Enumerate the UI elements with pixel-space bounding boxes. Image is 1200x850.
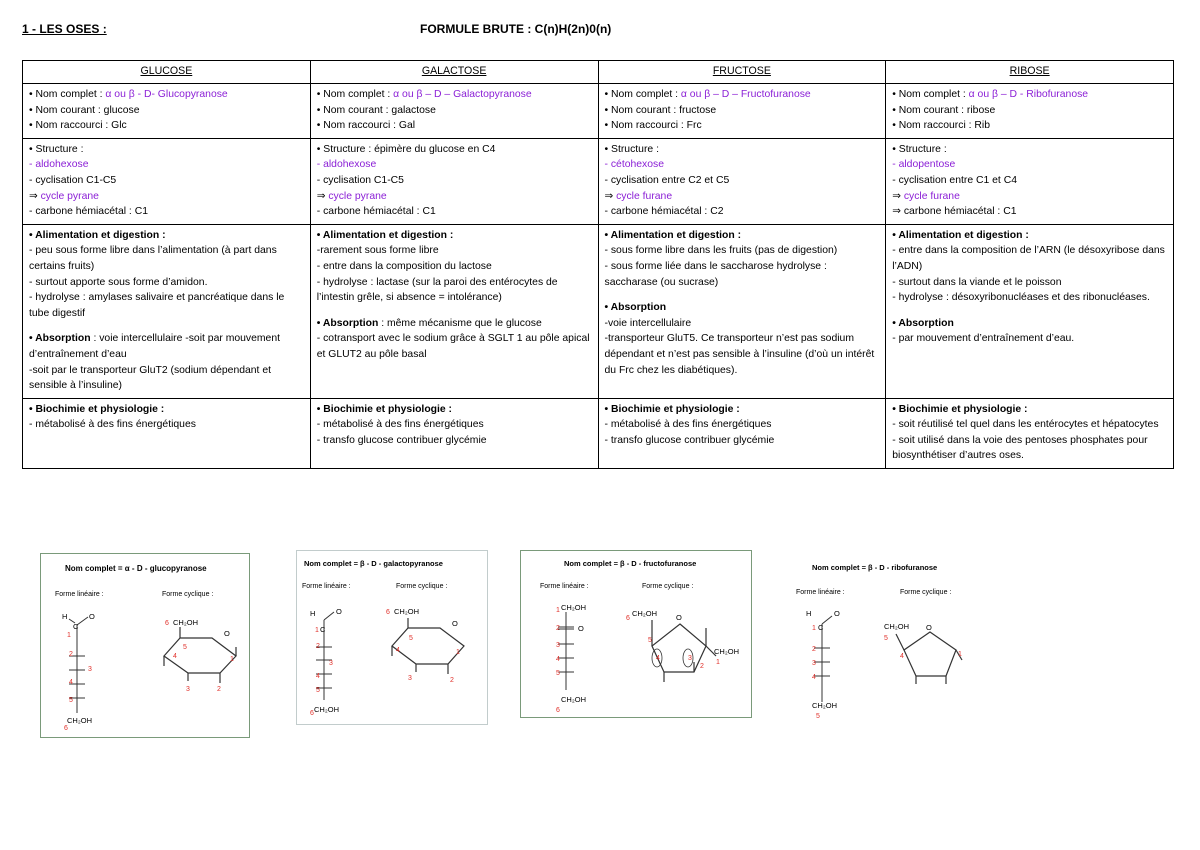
c-atom: C	[73, 622, 79, 631]
header-row	[23, 61, 1174, 84]
structure-label: • Structure :	[892, 143, 947, 155]
svg-text:1: 1	[67, 632, 71, 639]
svg-text:1: 1	[456, 649, 460, 656]
cycle	[605, 189, 880, 205]
ribofuranose-figure	[772, 552, 1000, 722]
nom-complet	[605, 87, 880, 103]
h-atom: H	[62, 612, 68, 621]
cycle-name: cycle pyrane	[328, 190, 387, 202]
svg-text:6: 6	[626, 615, 630, 622]
cycle	[29, 189, 304, 205]
svg-text:2: 2	[556, 625, 560, 632]
nom-courant: • Nom courant : glucose	[29, 104, 140, 116]
svg-text:5: 5	[648, 637, 652, 644]
cyclic-label: Forme cyclique :	[642, 583, 694, 590]
biochimie-line: - soit réutilisé tel quel dans les entérocytes et hépatocytes	[892, 419, 1159, 431]
col-header-galactose: GALACTOSE	[310, 61, 598, 84]
svg-text:2: 2	[700, 663, 704, 670]
svg-text:4: 4	[396, 647, 400, 654]
svg-text:6: 6	[310, 710, 314, 717]
structure-cell	[598, 138, 886, 224]
spacer	[29, 321, 304, 331]
linear-label: Forme linéaire :	[302, 583, 351, 590]
o-atom: O	[336, 607, 342, 616]
cycle-arrow: ⇒	[29, 190, 41, 202]
alimentation-line: - hydrolyse : amylases salivaire et pancréatique dans le tube digestif	[29, 292, 285, 319]
galactopyranose-svg	[296, 550, 488, 725]
svg-text:1: 1	[812, 625, 816, 632]
figure-title: Nom complet = β - D - ribofuranose	[812, 563, 938, 572]
nom-row	[23, 84, 1174, 139]
svg-text:5: 5	[316, 687, 320, 694]
nom-cell	[310, 84, 598, 139]
nom-complet-label: • Nom complet :	[892, 89, 969, 100]
svg-text:4: 4	[656, 655, 660, 662]
glucopyranose-svg	[40, 553, 250, 738]
linear-label: Forme linéaire :	[540, 583, 589, 590]
nom-raccourci: • Nom raccourci : Rib	[892, 120, 991, 132]
cycle-arrow: ⇒	[316, 190, 329, 202]
alimentation-cell	[886, 224, 1174, 398]
cyclic-label: Forme cyclique :	[162, 591, 214, 598]
cyclisation: - cyclisation entre C2 et C5	[604, 174, 730, 186]
alimentation-line: -rarement sous forme libre	[316, 245, 439, 257]
cyclisation: - cyclisation C1-C5	[29, 174, 117, 186]
fructofuranose-figure	[520, 550, 752, 718]
spacer	[892, 306, 1167, 316]
svg-text:3: 3	[812, 660, 816, 667]
nom-complet-value: α ou β – D – Fructofuranose	[680, 89, 811, 100]
col-header-ribose: RIBOSE	[886, 61, 1174, 84]
structure-cell	[23, 138, 311, 224]
ring-o: O	[926, 623, 932, 632]
oses-table	[22, 60, 1174, 469]
h-atom: H	[310, 609, 316, 618]
biochimie-cell	[310, 398, 598, 468]
structure-row	[23, 138, 1174, 224]
absorption-line: -transporteur GluT5. Ce transporteur n’est pas sodium dépendant et n’est pas sensible à l’insuline (d’où un intérêt du Frc chez les diabétiques).	[604, 333, 875, 376]
nom-complet	[317, 87, 592, 103]
svg-text:3: 3	[186, 686, 190, 693]
nom-complet	[892, 87, 1167, 103]
ring-ch2oh-right: CH₂OH	[714, 647, 739, 656]
absorption-line: -soit par le transporteur GluT2 (sodium dépendant et sensible à l’insuline)	[29, 364, 271, 392]
svg-text:5: 5	[409, 635, 413, 642]
ribofuranose-svg	[772, 552, 1000, 722]
biochimie-cell	[598, 398, 886, 468]
linear-label: Forme linéaire :	[796, 589, 845, 596]
alimentation-line: - entre dans la composition du lactose	[316, 260, 492, 272]
nom-complet-value: α ou β – D - Ribofuranose	[968, 89, 1089, 100]
structure-type: - aldohexose	[29, 159, 89, 171]
cycle-arrow: ⇒	[604, 190, 617, 202]
ch2oh-group: CH₂OH	[67, 716, 92, 725]
absorption-line: - par mouvement d’entraînement d’eau.	[892, 333, 1075, 345]
structure-cell	[886, 138, 1174, 224]
svg-text:5: 5	[816, 713, 820, 720]
svg-text:4: 4	[812, 674, 816, 681]
biochimie-row	[23, 398, 1174, 468]
cyclic-label: Forme cyclique :	[396, 583, 448, 590]
svg-text:4: 4	[900, 653, 904, 660]
alimentation-line: - hydrolyse : lactase (sur la paroi des entérocytes de l’intestin grêle, si absence = intolérance)	[316, 276, 558, 304]
nom-courant: • Nom courant : galactose	[316, 104, 436, 116]
figure-title: Nom complet = β - D - fructofuranose	[564, 559, 697, 568]
biochimie-line: - soit utilisé dans la voie des pentoses phosphates pour biosynthétiser d’autres oses.	[892, 434, 1148, 462]
nom-raccourci: • Nom raccourci : Glc	[29, 120, 127, 132]
carbone-hemiacetal: ⇒ carbone hémiacétal : C1	[892, 206, 1017, 218]
svg-text:5: 5	[884, 635, 888, 642]
svg-text:1: 1	[230, 656, 234, 663]
biochimie-line: - métabolisé à des fins énergétiques	[316, 419, 484, 431]
svg-text:5: 5	[556, 670, 560, 677]
c-atom: C	[320, 625, 326, 634]
ring-ch2oh: CH₂OH	[394, 607, 419, 616]
glucopyranose-figure	[40, 553, 250, 738]
cycle-name: cycle furane	[903, 190, 960, 202]
o-atom: O	[834, 609, 840, 618]
alimentation-line: - peu sous forme libre dans l’alimentation (à part dans certains fruits)	[29, 245, 277, 272]
alimentation-line: - hydrolyse : désoxyribonucléases et des ribonucléases.	[892, 292, 1150, 304]
svg-text:5: 5	[183, 644, 187, 651]
nom-cell	[886, 84, 1174, 139]
ch2oh-group: CH₂OH	[314, 705, 339, 714]
svg-text:3: 3	[88, 666, 92, 673]
figure-title: Nom complet = α - D - glucopyranose	[65, 564, 207, 573]
absorption-line: -voie intercellulaire	[604, 317, 692, 329]
svg-text:1: 1	[716, 659, 720, 666]
alimentation-line: - sous forme libre dans les fruits (pas de digestion)	[604, 245, 838, 257]
nom-cell	[598, 84, 886, 139]
ch2oh-bottom: CH₂OH	[561, 695, 586, 704]
biochimie-line: - transfo glucose contribuer glycémie	[604, 434, 775, 446]
absorption-title: • Absorption	[29, 333, 91, 345]
ring-ch2oh: CH₂OH	[173, 618, 198, 627]
svg-text:1: 1	[958, 651, 962, 658]
cycle-name: cycle furane	[616, 190, 673, 202]
svg-text:1: 1	[556, 607, 560, 614]
fructofuranose-svg	[520, 550, 752, 718]
col-header-fructose: FRUCTOSE	[598, 61, 886, 84]
structure-type: - cétohexose	[604, 159, 664, 171]
alimentation-cell	[310, 224, 598, 398]
biochimie-title: • Biochimie et physiologie :	[604, 403, 740, 415]
alimentation-row	[23, 224, 1174, 398]
o-atom: O	[89, 612, 95, 621]
carbone-hemiacetal: - carbone hémiacétal : C1	[316, 206, 436, 218]
alimentation-line: - surtout dans la viande et le poisson	[892, 276, 1062, 288]
alimentation-title: • Alimentation et digestion :	[29, 229, 166, 241]
col-header-glucose: GLUCOSE	[23, 61, 311, 84]
absorption	[317, 316, 592, 332]
nom-complet-value: α ou β – D – Galactopyranose	[393, 89, 532, 100]
biochimie-title: • Biochimie et physiologie :	[29, 403, 165, 415]
nom-complet-value: α ou β - D- Glucopyranose	[105, 89, 228, 100]
absorption-line: : voie intercellulaire -soit par mouvement d’entraînement d’eau	[29, 333, 280, 360]
svg-text:3: 3	[556, 642, 560, 649]
ring-ch2oh: CH₂OH	[884, 622, 909, 631]
structure-label: • Structure :	[604, 143, 659, 155]
nom-courant: • Nom courant : ribose	[892, 104, 996, 116]
absorption	[29, 331, 304, 362]
ch2oh-group: CH₂OH	[812, 701, 837, 710]
alimentation-line: - sous forme liée dans le saccharose hydrolyse : saccharase (ou sucrase)	[604, 260, 827, 288]
svg-text:2: 2	[217, 686, 221, 693]
o-atom: O	[578, 624, 584, 633]
nom-courant: • Nom courant : fructose	[604, 104, 717, 116]
nom-complet-label: • Nom complet :	[604, 89, 681, 100]
c-atom: C	[818, 623, 824, 632]
biochimie-title: • Biochimie et physiologie :	[892, 403, 1028, 415]
cyclisation: - cyclisation C1-C5	[316, 174, 404, 186]
biochimie-line: - métabolisé à des fins énergétiques	[29, 419, 196, 431]
figure-title: Nom complet = β - D - galactopyranose	[304, 559, 443, 568]
biochimie-line: - métabolisé à des fins énergétiques	[604, 419, 772, 431]
svg-text:4: 4	[173, 653, 177, 660]
absorption-title: • Absorption	[892, 317, 954, 329]
linear-label: Forme linéaire :	[55, 591, 104, 598]
cycle-name: cycle pyrane	[40, 190, 99, 202]
spacer	[317, 306, 592, 316]
carbone-hemiacetal: - carbone hémiacétal : C1	[29, 206, 148, 218]
svg-text:3: 3	[688, 655, 692, 662]
absorption	[892, 316, 1167, 332]
svg-text:6: 6	[386, 609, 390, 616]
absorption-line: : même mécanisme que le glucose	[378, 317, 542, 329]
structure-label: • Structure :	[29, 143, 84, 155]
alimentation-title: • Alimentation et digestion :	[892, 229, 1029, 241]
structure-cell	[310, 138, 598, 224]
absorption	[605, 300, 880, 316]
biochimie-cell	[886, 398, 1174, 468]
cyclic-label: Forme cyclique :	[900, 589, 952, 596]
cycle	[892, 189, 1167, 205]
nom-complet-label: • Nom complet :	[316, 89, 394, 100]
spacer	[605, 290, 880, 300]
alimentation-title: • Alimentation et digestion :	[316, 229, 454, 241]
biochimie-title: • Biochimie et physiologie :	[316, 403, 453, 415]
nom-raccourci: • Nom raccourci : Gal	[316, 120, 416, 132]
svg-text:6: 6	[64, 725, 68, 732]
ch2oh-top: CH₂OH	[561, 603, 586, 612]
galactopyranose-figure	[296, 550, 488, 725]
nom-complet-label: • Nom complet :	[29, 89, 106, 100]
structure-type: - aldopentose	[892, 159, 956, 171]
svg-text:4: 4	[556, 656, 560, 663]
svg-text:4: 4	[316, 673, 320, 680]
svg-text:1: 1	[315, 627, 319, 634]
cycle-arrow: ⇒	[892, 190, 904, 202]
section-title: 1 - LES OSES :	[22, 22, 107, 36]
cycle	[317, 189, 592, 205]
biochimie-line: - transfo glucose contribuer glycémie	[316, 434, 487, 446]
svg-text:3: 3	[329, 660, 333, 667]
svg-text:2: 2	[812, 646, 816, 653]
ring-ch2oh-left: CH₂OH	[632, 609, 657, 618]
ring-o: O	[452, 619, 458, 628]
alimentation-title: • Alimentation et digestion :	[604, 229, 742, 241]
structure-type: - aldohexose	[316, 159, 377, 171]
formula-title: FORMULE BRUTE : C(n)H(2n)0(n)	[420, 22, 612, 36]
svg-text:3: 3	[408, 675, 412, 682]
cyclisation: - cyclisation entre C1 et C4	[892, 174, 1017, 186]
nom-raccourci: • Nom raccourci : Frc	[604, 120, 702, 132]
ring-o: O	[224, 629, 230, 638]
absorption-line: - cotransport avec le sodium grâce à SGLT 1 au pôle apical et GLUT2 au pôle basal	[316, 333, 590, 360]
alimentation-line: - entre dans la composition de l’ARN (le désoxyribose dans l’ADN)	[892, 245, 1165, 272]
absorption-title: • Absorption	[604, 302, 667, 314]
h-atom: H	[806, 609, 812, 618]
svg-text:6: 6	[165, 620, 169, 627]
svg-text:2: 2	[450, 677, 454, 684]
nom-complet	[29, 87, 304, 103]
svg-text:4: 4	[69, 679, 73, 686]
biochimie-cell	[23, 398, 311, 468]
svg-text:2: 2	[316, 643, 320, 650]
svg-text:5: 5	[69, 697, 73, 704]
carbone-hemiacetal: - carbone hémiacétal : C2	[604, 206, 724, 218]
alimentation-line: - surtout apporte sous forme d’amidon.	[29, 276, 208, 288]
alimentation-cell	[23, 224, 311, 398]
ring-o: O	[676, 613, 682, 622]
structure-label: • Structure : épimère du glucose en C4	[316, 143, 496, 155]
svg-text:2: 2	[69, 651, 73, 658]
nom-cell	[23, 84, 311, 139]
alimentation-cell	[598, 224, 886, 398]
svg-text:6: 6	[556, 707, 560, 714]
absorption-title: • Absorption	[316, 317, 379, 329]
